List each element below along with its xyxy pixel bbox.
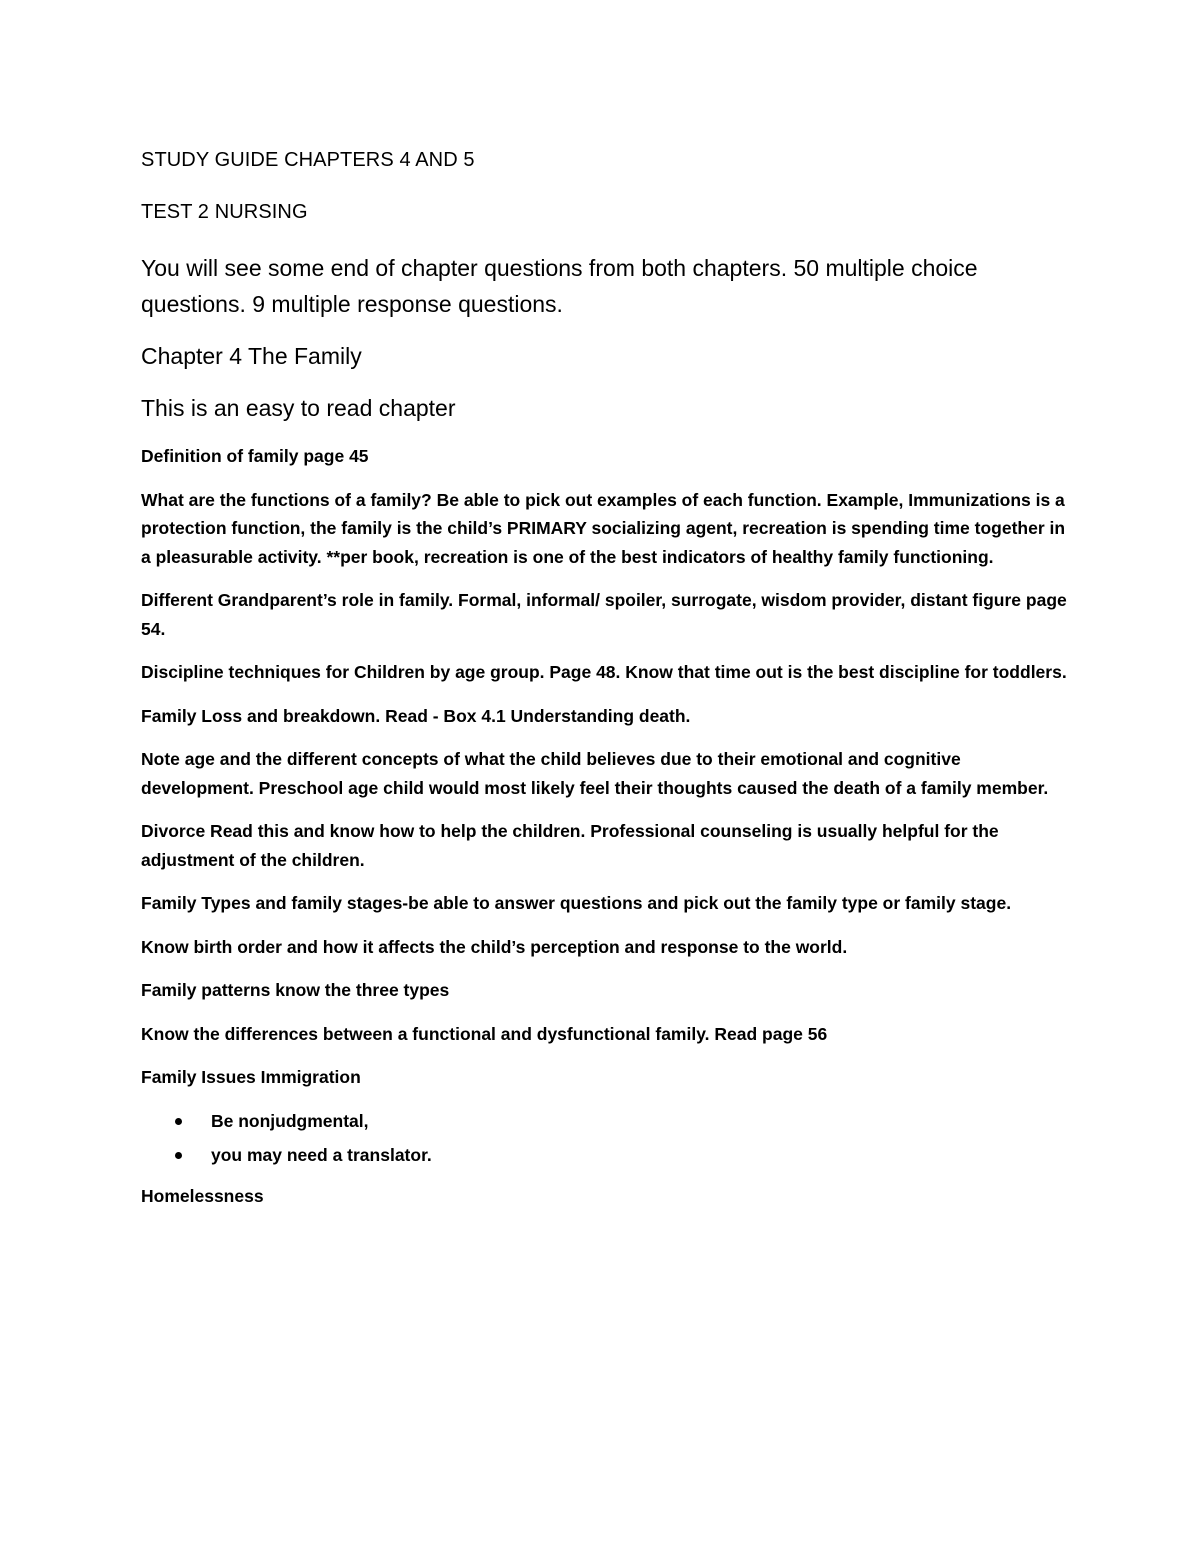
paragraph-immigration: Family Issues Immigration — [141, 1067, 361, 1087]
immigration-bullet-list — [141, 1107, 1071, 1170]
paragraph-birth-order: Know birth order and how it affects the child’s perception and response to the world. — [141, 936, 848, 957]
paragraph-functional-family: Know the differences between a functional and dysfunctional family. Read page 56 — [141, 1023, 828, 1044]
paragraph-divorce: Divorce Read this and know how to help the children. Professional counseling is usually helpful for the adjustment of the children. — [141, 821, 999, 870]
paragraph-family-definition: Definition of family page 45 — [141, 446, 369, 466]
paragraph-concepts-of-death: Note age and the different concepts of what the child believes due to their emotional and cognitive development. Preschool age child would most likely feel their thoughts caused the death of a family member. — [141, 749, 1049, 798]
bullet-icon — [175, 1152, 182, 1159]
list-item — [141, 1141, 1071, 1170]
document-title: STUDY GUIDE CHAPTERS 4 AND 5 — [141, 149, 475, 171]
paragraph-family-patterns: Family patterns know the three types — [141, 980, 450, 1000]
paragraph-family-functions: What are the functions of a family? Be able to pick out examples of each function. Example, Immunizations is a protection function, the family is the child’s PRIMARY socializing agent, recreation is spending time together in a pleasurable activity. **per book, recreation is one of the best indicators of healthy family functioning. — [141, 489, 1066, 567]
intro-text: You will see some end of chapter questions from both chapters. 50 multiple choice questions. 9 multiple response questions. — [141, 255, 978, 317]
chapter-heading: Chapter 4 The Family — [141, 343, 362, 369]
chapter-note: This is an easy to read chapter — [141, 395, 456, 421]
document-subtitle: TEST 2 NURSING — [141, 201, 308, 223]
paragraph-homelessness: Homelessness — [141, 1185, 264, 1206]
bullet-text: you may need a translator. — [211, 1145, 432, 1165]
paragraph-family-loss: Family Loss and breakdown. Read - Box 4.1 Understanding death. — [141, 705, 691, 726]
paragraph-discipline: Discipline techniques for Children by age group. Page 48. Know that time out is the best discipline for toddlers. — [141, 662, 1067, 682]
bullet-icon — [175, 1118, 182, 1125]
bullet-text: Be nonjudgmental, — [211, 1110, 369, 1131]
document-content — [141, 146, 1071, 1225]
list-item — [141, 1107, 1071, 1136]
paragraph-grandparent-roles: Different Grandparent’s role in family. Formal, informal/ spoiler, surrogate, wisdom provider, distant figure page 54. — [141, 590, 1067, 639]
paragraph-family-types: Family Types and family stages-be able to answer questions and pick out the family type or family stage. — [141, 893, 1012, 913]
